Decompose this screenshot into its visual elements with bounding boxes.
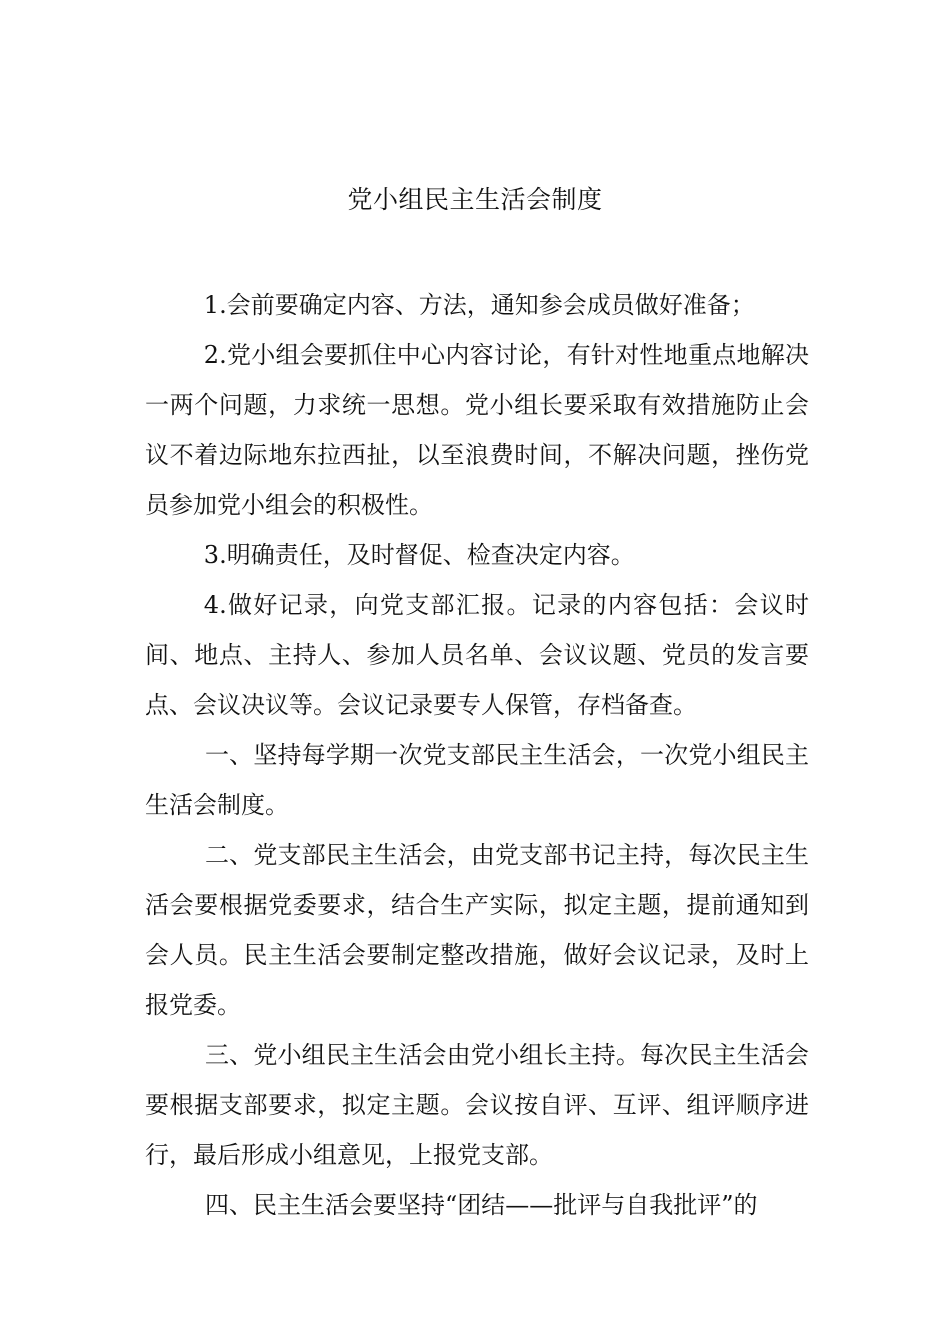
paragraph-section-1: 一、坚持每学期一次党支部民主生活会，一次党小组民主生活会制度。 xyxy=(145,741,809,819)
paragraph-item-1: 1.会前要确定内容、方法，通知参会成员做好准备； xyxy=(203,291,755,319)
paragraph-section-2: 二、党支部民主生活会，由党支部书记主持，每次民主生活会要根据党委要求，结合生产实际，拟定主题，提前通知到会人员。民主生活会要制定整改措施，做好会议记录，及时上报党委。 xyxy=(145,841,809,1019)
paragraph-section-3: 三、党小组民主生活会由党小组长主持。每次民主生活会要根据支部要求，拟定主题。会议按自评、互评、组评顺序进行，最后形成小组意见，上报党支部。 xyxy=(145,1041,809,1169)
paragraph-item-4: 4.做好记录，向党支部汇报。记录的内容包括：会议时间、地点、主持人、参加人员名单、会议议题、党员的发言要点、会议决议等。会议记录要专人保管，存档备查。 xyxy=(145,591,809,719)
paragraph-item-3: 3.明确责任，及时督促、检查决定内容。 xyxy=(203,541,635,569)
paragraph-item-2: 2.党小组会要抓住中心内容讨论，有针对性地重点地解决一两个问题，力求统一思想。党小组长要采取有效措施防止会议不着边际地东拉西扯，以至浪费时间，不解决问题，挫伤党员参加党小组会的积极性。 xyxy=(145,341,809,519)
document-body xyxy=(145,280,809,1230)
paragraph-section-4: 四、民主生活会要坚持“团结——批评与自我批评”的 xyxy=(205,1191,758,1219)
document-title: 党小组民主生活会制度 xyxy=(347,185,603,214)
